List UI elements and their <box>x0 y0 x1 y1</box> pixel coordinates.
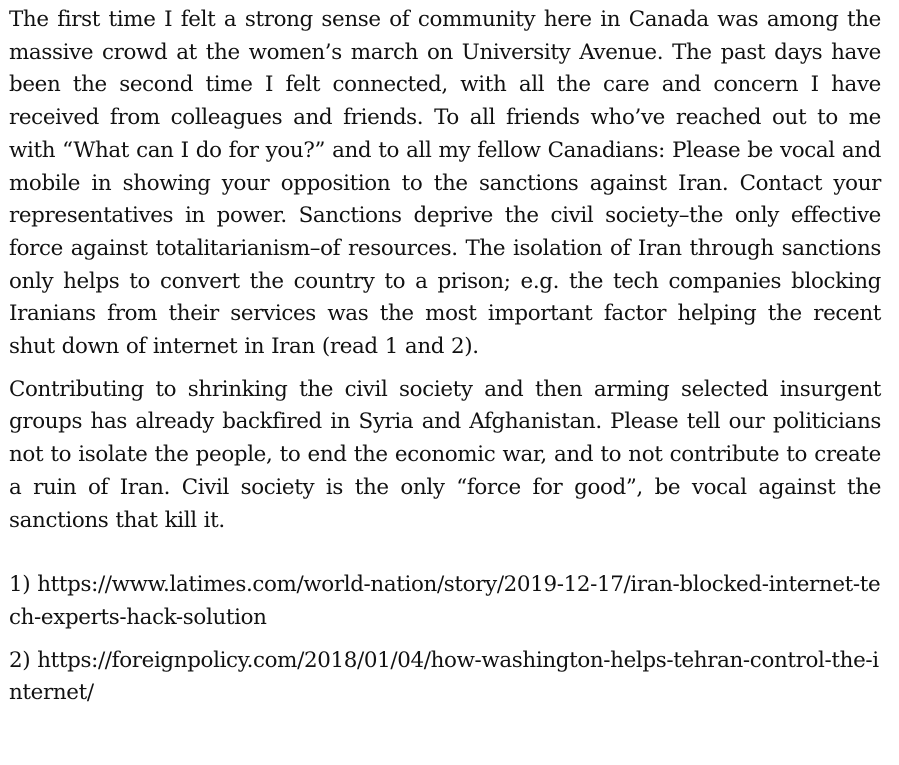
reference-foreignpolicy: 2) https://foreignpolicy.com/2018/01/04/how-washington-helps-tehran-control-the-internet/ <box>9 647 879 706</box>
document-body <box>9 4 881 710</box>
paragraph-civil-society: Contributing to shrinking the civil society and then arming selected insurgent groups has already backfired in Syria and Afghanistan. Please tell our politicians not to isolate the people, to end the economic war, and to not contribute to create a ruin of Iran. Civil society is the only “force for good”, be vocal against the sanctions that kill it. <box>9 376 881 533</box>
paragraph-community: The first time I felt a strong sense of community here in Canada was among the massive crowd at the women’s march on University Avenue. The past days have been the second time I felt connected, with all the care and concern I have received from colleagues and friends. To all friends who’ve reached out to me with “What can I do for you?” and to all my fellow Canadians: Please be vocal and mobile in showing your opposition to the sanctions against Iran. Contact your representatives in power. Sanctions deprive the civil society–the only effective force against totalitarianism–of resources. The isolation of Iran through sanctions only helps to convert the country to a prison; e.g. the tech companies blocking Iranians from their services was the most important factor helping the recent shut down of internet in Iran (read 1 and 2). <box>9 7 881 360</box>
reference-latimes: 1) https://www.latimes.com/world-nation/story/2019-12-17/iran-blocked-internet-tech-experts-hack-solution <box>9 572 881 630</box>
references-list <box>9 569 881 710</box>
